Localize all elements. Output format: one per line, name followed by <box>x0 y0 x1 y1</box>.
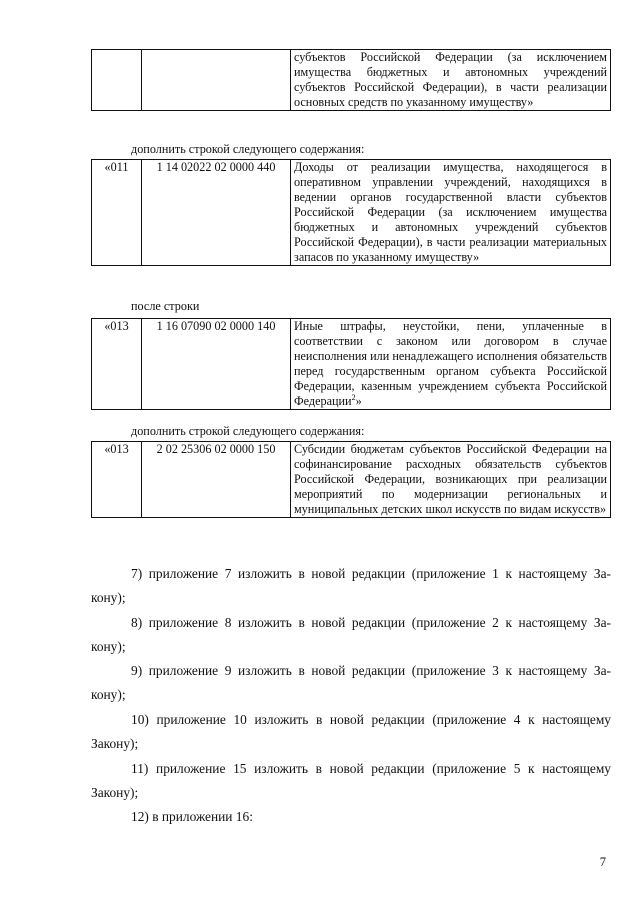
paragraph-item-8 <box>91 611 611 659</box>
paragraph-line: кону); <box>91 639 126 654</box>
page-number: 7 <box>599 855 606 869</box>
paragraph-line: 12) в приложении 16: <box>131 809 253 824</box>
description-cell: Субсидии бюджетам субъектов Российской Федерации на софинансирование расходных обязательств субъектов Российской Федерации, возникающих при реализации мероприятий по модернизации региональных и муниципальных детских школ искусств по видам искусств» <box>291 442 611 518</box>
paragraph-line: 8) приложение 8 изложить в новой редакции (приложение 2 к настоящему За- <box>131 615 611 630</box>
code-table-4 <box>91 441 611 518</box>
description-cell: субъектов Российской Федерации (за исключением имущества бюджетных и автономных учреждений субъектов Российской Федерации), в части реализации основных средств по указанному имуществу» <box>291 50 611 111</box>
code-table-2 <box>91 159 611 266</box>
footnote-mark: 2 <box>351 392 356 402</box>
instruction-line: дополнить строкой следующего содержания: <box>131 142 365 156</box>
closing-quote: » <box>355 394 362 408</box>
description-text: Иные штрафы, неустойки, пени, уплаченные в соответствии с законом или договором в случае неисполнения или ненадлежащего исполнения обязательств перед государственным органом субъекта Российской Федерации, казенным учреждением субъекта Российской Федерации <box>294 319 607 408</box>
paragraph-line: кону); <box>91 590 126 605</box>
paragraph-item-7 <box>91 562 611 610</box>
budget-code-cell: 1 16 07090 02 0000 140 <box>142 319 291 410</box>
admin-code-cell: «011 <box>92 160 142 266</box>
paragraph-item-9 <box>91 659 611 707</box>
description-cell: Доходы от реализации имущества, находящегося в оперативном управлении учреждений, находящихся в ведении органов государственной власти субъектов Российской Федерации (за исключением имущества бюджетных и автономных учреждений субъектов Российской Федерации), в части реализации материальных запасов по указанному имуществу» <box>291 160 611 266</box>
instruction-line: дополнить строкой следующего содержания: <box>131 424 365 438</box>
paragraph-item-10 <box>91 708 611 756</box>
paragraph-line: Закону); <box>91 736 139 751</box>
budget-code-cell: 1 14 02022 02 0000 440 <box>142 160 291 266</box>
table-row <box>92 50 611 111</box>
code-table-3 <box>91 318 611 410</box>
paragraph-line: 7) приложение 7 изложить в новой редакции (приложение 1 к настоящему За- <box>131 566 611 581</box>
code-table-1 <box>91 49 611 111</box>
admin-code-cell: «013 <box>92 442 142 518</box>
budget-code-cell: 2 02 25306 02 0000 150 <box>142 442 291 518</box>
paragraph-line: 10) приложение 10 изложить в новой редакции (приложение 4 к настоящему <box>131 712 611 727</box>
table-row <box>92 160 611 266</box>
budget-code-cell <box>142 50 291 111</box>
paragraph-line: 9) приложение 9 изложить в новой редакции (приложение 3 к настоящему За- <box>131 663 611 678</box>
paragraph-line: Закону); <box>91 785 139 800</box>
instruction-line: после строки <box>131 299 200 313</box>
paragraph-item-11 <box>91 757 611 805</box>
paragraph-item-12 <box>91 805 611 829</box>
description-cell <box>291 319 611 410</box>
table-row <box>92 442 611 518</box>
table-row <box>92 319 611 410</box>
admin-code-cell <box>92 50 142 111</box>
paragraph-line: 11) приложение 15 изложить в новой редакции (приложение 5 к настоящему <box>131 761 611 776</box>
paragraph-line: кону); <box>91 687 126 702</box>
admin-code-cell: «013 <box>92 319 142 410</box>
